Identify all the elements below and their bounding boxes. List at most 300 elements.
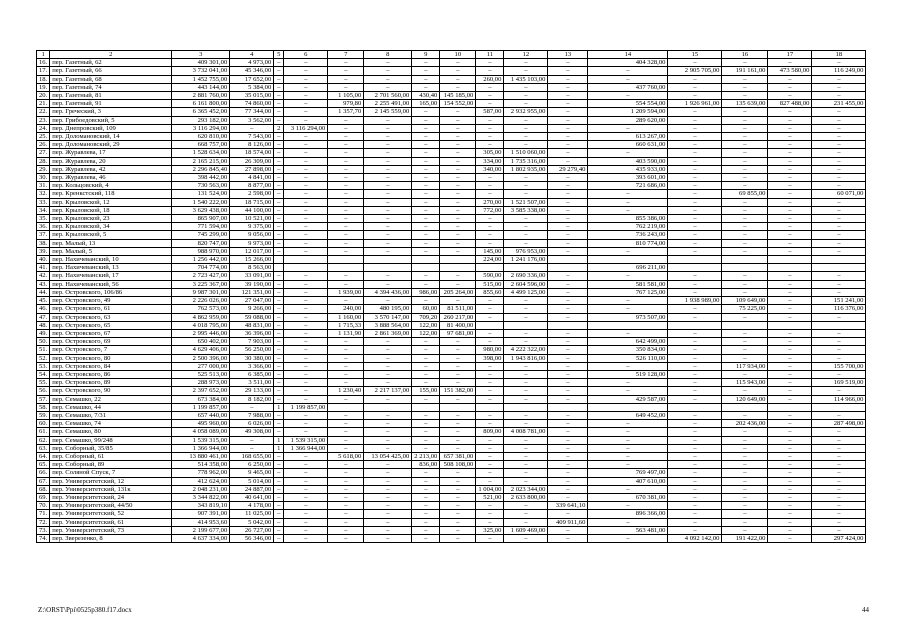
- table-cell: –: [812, 354, 866, 362]
- table-cell: 412 624,00: [172, 477, 230, 485]
- table-cell: –: [328, 510, 364, 518]
- table-row: [37, 223, 866, 231]
- table-cell: –: [284, 469, 328, 477]
- table-row: [37, 370, 866, 378]
- table-cell: –: [274, 518, 284, 526]
- table-cell: –: [328, 354, 364, 362]
- table-cell: –: [412, 108, 440, 116]
- table-cell: –: [476, 215, 504, 223]
- table-cell: 521,00: [476, 493, 504, 501]
- table-cell: –: [812, 157, 866, 165]
- table-cell: 563 481,00: [588, 526, 668, 534]
- table-cell: 769 497,00: [588, 469, 668, 477]
- table-cell: [548, 256, 588, 264]
- table-cell: –: [328, 133, 364, 141]
- table-cell: 495 960,00: [172, 420, 230, 428]
- table-cell: –: [668, 288, 722, 296]
- table-cell: –: [722, 75, 768, 83]
- table-cell: –: [722, 485, 768, 493]
- table-row: [37, 362, 866, 370]
- table-cell: –: [768, 116, 812, 124]
- table-cell: 8 182,00: [230, 395, 274, 403]
- table-cell: –: [722, 477, 768, 485]
- row-number-cell: 73.: [37, 526, 50, 534]
- table-cell: 97 681,00: [440, 329, 476, 337]
- row-number-cell: 32.: [37, 190, 50, 198]
- table-cell: –: [812, 174, 866, 182]
- table-cell: –: [284, 395, 328, 403]
- table-cell: –: [284, 354, 328, 362]
- table-cell: –: [476, 174, 504, 182]
- table-cell: [588, 403, 668, 411]
- table-cell: –: [328, 338, 364, 346]
- column-header: 4: [230, 51, 274, 59]
- table-cell: –: [328, 157, 364, 165]
- table-cell: 2 199 677,00: [172, 526, 230, 534]
- table-cell: –: [274, 485, 284, 493]
- table-cell: 650 402,00: [172, 338, 230, 346]
- table-cell: –: [274, 329, 284, 337]
- table-cell: –: [504, 452, 548, 460]
- document-file-path: Z:\ORST\Ppi\0525p380.f17.docx: [38, 606, 132, 614]
- table-cell: –: [504, 305, 548, 313]
- row-number-cell: 54.: [37, 370, 50, 378]
- table-cell: 736 243,00: [588, 231, 668, 239]
- table-cell: –: [476, 534, 504, 542]
- address-cell: пер. Крыловской, 5: [50, 231, 172, 239]
- address-cell: пер. Университетский, 12: [50, 477, 172, 485]
- table-cell: 393 601,00: [588, 174, 668, 182]
- table-cell: –: [722, 452, 768, 460]
- row-number-cell: 68.: [37, 485, 50, 493]
- table-cell: –: [440, 116, 476, 124]
- row-number-cell: 45.: [37, 297, 50, 305]
- table-cell: –: [722, 370, 768, 378]
- table-row: [37, 174, 866, 182]
- table-cell: 325,00: [476, 526, 504, 534]
- table-cell: –: [504, 411, 548, 419]
- table-cell: –: [668, 141, 722, 149]
- table-cell: –: [548, 297, 588, 305]
- table-cell: –: [504, 83, 548, 91]
- table-cell: –: [668, 395, 722, 403]
- table-cell: –: [284, 493, 328, 501]
- table-cell: 4 178,00: [230, 502, 274, 510]
- table-cell: 30 380,00: [230, 354, 274, 362]
- table-cell: –: [412, 190, 440, 198]
- table-cell: –: [812, 485, 866, 493]
- table-cell: –: [274, 116, 284, 124]
- table-cell: 809,00: [476, 428, 504, 436]
- table-cell: –: [668, 452, 722, 460]
- table-cell: –: [284, 116, 328, 124]
- table-cell: –: [328, 395, 364, 403]
- table-cell: 27 898,00: [230, 165, 274, 173]
- column-header: 8: [364, 51, 412, 59]
- table-cell: 205 264,00: [440, 288, 476, 296]
- row-number-cell: 39.: [37, 247, 50, 255]
- table-cell: 721 686,00: [588, 182, 668, 190]
- address-cell: пер. Соляной Спуск, 7: [50, 469, 172, 477]
- table-cell: 154 552,00: [440, 100, 476, 108]
- table-cell: –: [722, 165, 768, 173]
- table-cell: –: [504, 297, 548, 305]
- table-cell: –: [274, 174, 284, 182]
- table-cell: –: [364, 272, 412, 280]
- table-cell: 1: [274, 436, 284, 444]
- table-cell: –: [812, 59, 866, 67]
- table-cell: –: [440, 198, 476, 206]
- table-cell: –: [412, 469, 440, 477]
- table-row: [37, 420, 866, 428]
- table-cell: 1 131,90: [328, 329, 364, 337]
- table-cell: –: [722, 469, 768, 477]
- table-cell: –: [504, 190, 548, 198]
- table-cell: –: [364, 83, 412, 91]
- table-cell: –: [588, 502, 668, 510]
- table-cell: –: [548, 239, 588, 247]
- table-cell: 986,00: [412, 288, 440, 296]
- table-cell: –: [328, 215, 364, 223]
- table-cell: 514 358,00: [172, 461, 230, 469]
- table-cell: 907 391,00: [172, 510, 230, 518]
- table-cell: –: [412, 67, 440, 75]
- row-number-cell: 23.: [37, 116, 50, 124]
- table-cell: –: [504, 518, 548, 526]
- table-cell: –: [412, 493, 440, 501]
- table-cell: –: [284, 321, 328, 329]
- table-cell: –: [768, 534, 812, 542]
- table-cell: 13 880 461,00: [172, 452, 230, 460]
- table-cell: –: [768, 346, 812, 354]
- table-cell: –: [812, 370, 866, 378]
- table-cell: 343 819,10: [172, 502, 230, 510]
- row-number-cell: 33.: [37, 198, 50, 206]
- table-cell: –: [722, 157, 768, 165]
- table-cell: –: [328, 436, 364, 444]
- table-cell: –: [412, 124, 440, 132]
- table-cell: –: [504, 395, 548, 403]
- table-cell: 398,00: [476, 354, 504, 362]
- table-cell: 6 365 452,00: [172, 108, 230, 116]
- table-cell: –: [548, 108, 588, 116]
- table-cell: –: [274, 452, 284, 460]
- table-row: [37, 67, 866, 75]
- table-cell: 3 225 367,00: [172, 280, 230, 288]
- address-cell: пер. Семашко, 80: [50, 428, 172, 436]
- table-cell: –: [476, 329, 504, 337]
- table-cell: –: [768, 305, 812, 313]
- address-cell: пер. Университетский, 44/50: [50, 502, 172, 510]
- table-cell: 404 328,00: [588, 59, 668, 67]
- table-cell: 7 903,00: [230, 338, 274, 346]
- table-cell: [668, 321, 722, 329]
- table-cell: –: [284, 313, 328, 321]
- table-cell: 508 108,00: [440, 461, 476, 469]
- table-cell: –: [812, 182, 866, 190]
- table-cell: –: [668, 420, 722, 428]
- row-number-cell: 17.: [37, 67, 50, 75]
- table-cell: –: [440, 215, 476, 223]
- table-cell: –: [588, 198, 668, 206]
- column-header: 3: [172, 51, 230, 59]
- row-number-cell: 64.: [37, 452, 50, 460]
- table-cell: –: [668, 346, 722, 354]
- address-cell: пер. Журавлева, 46: [50, 174, 172, 182]
- table-cell: –: [274, 362, 284, 370]
- table-cell: 117 934,00: [722, 362, 768, 370]
- table-cell: –: [274, 231, 284, 239]
- table-cell: –: [440, 247, 476, 255]
- table-cell: –: [722, 182, 768, 190]
- table-cell: –: [668, 444, 722, 452]
- table-cell: 27 047,00: [230, 297, 274, 305]
- table-cell: –: [722, 92, 768, 100]
- address-cell: пер. Крыловской, 18: [50, 206, 172, 214]
- table-cell: –: [722, 280, 768, 288]
- table-cell: –: [768, 452, 812, 460]
- table-cell: 224,00: [476, 256, 504, 264]
- table-cell: [768, 403, 812, 411]
- address-cell: пер. Островского, 61: [50, 305, 172, 313]
- table-cell: –: [476, 469, 504, 477]
- table-cell: –: [768, 387, 812, 395]
- row-number-cell: 29.: [37, 165, 50, 173]
- table-cell: 56 346,00: [230, 534, 274, 542]
- table-cell: 260,00: [476, 75, 504, 83]
- table-cell: –: [440, 133, 476, 141]
- table-cell: –: [768, 493, 812, 501]
- table-cell: –: [668, 108, 722, 116]
- table-cell: [440, 403, 476, 411]
- table-cell: –: [440, 493, 476, 501]
- table-cell: –: [812, 436, 866, 444]
- table-cell: –: [768, 428, 812, 436]
- address-cell: пер. Кренкстский, 118: [50, 190, 172, 198]
- row-number-cell: 44.: [37, 288, 50, 296]
- table-cell: –: [548, 247, 588, 255]
- table-cell: –: [328, 428, 364, 436]
- table-cell: –: [548, 469, 588, 477]
- table-cell: –: [274, 321, 284, 329]
- table-cell: –: [768, 395, 812, 403]
- table-cell: –: [668, 182, 722, 190]
- table-cell: –: [364, 67, 412, 75]
- table-cell: –: [274, 411, 284, 419]
- table-row: [37, 346, 866, 354]
- table-cell: –: [274, 206, 284, 214]
- table-cell: –: [412, 223, 440, 231]
- table-cell: –: [504, 231, 548, 239]
- table-cell: –: [812, 518, 866, 526]
- row-number-cell: 65.: [37, 461, 50, 469]
- table-cell: –: [668, 469, 722, 477]
- table-cell: 1 715,33: [328, 321, 364, 329]
- table-cell: –: [588, 387, 668, 395]
- column-header: 10: [440, 51, 476, 59]
- table-cell: –: [284, 534, 328, 542]
- table-cell: –: [588, 305, 668, 313]
- table-cell: –: [768, 239, 812, 247]
- table-cell: –: [722, 133, 768, 141]
- table-cell: –: [274, 379, 284, 387]
- table-row: [37, 297, 866, 305]
- table-cell: –: [668, 510, 722, 518]
- table-cell: –: [284, 108, 328, 116]
- table-cell: –: [812, 223, 866, 231]
- table-row: [37, 485, 866, 493]
- table-cell: –: [328, 124, 364, 132]
- table-cell: –: [440, 362, 476, 370]
- address-cell: пер. Университетский, 52: [50, 510, 172, 518]
- table-cell: 6 161 800,00: [172, 100, 230, 108]
- table-cell: 855 386,00: [588, 215, 668, 223]
- table-cell: –: [284, 346, 328, 354]
- table-cell: –: [668, 387, 722, 395]
- address-cell: пер. Соборный, 89: [50, 461, 172, 469]
- table-row: [37, 387, 866, 395]
- table-cell: [722, 256, 768, 264]
- table-cell: 4 973,00: [230, 59, 274, 67]
- table-cell: –: [328, 182, 364, 190]
- table-cell: –: [548, 59, 588, 67]
- table-cell: 26 309,00: [230, 157, 274, 165]
- table-cell: –: [548, 272, 588, 280]
- table-cell: 1 802 935,00: [504, 165, 548, 173]
- table-cell: –: [364, 379, 412, 387]
- table-cell: 4 092 142,00: [668, 534, 722, 542]
- table-cell: 4 394 436,00: [364, 288, 412, 296]
- column-header: 6: [284, 51, 328, 59]
- table-row: [37, 477, 866, 485]
- table-cell: –: [412, 239, 440, 247]
- column-header: 17: [768, 51, 812, 59]
- table-cell: –: [440, 428, 476, 436]
- table-cell: –: [548, 223, 588, 231]
- table-row: [37, 305, 866, 313]
- table-cell: –: [812, 231, 866, 239]
- table-cell: 12 017,00: [230, 247, 274, 255]
- table-cell: –: [412, 174, 440, 182]
- table-cell: –: [504, 370, 548, 378]
- table-cell: –: [768, 83, 812, 91]
- row-number-cell: 24.: [37, 124, 50, 132]
- table-row: [37, 247, 866, 255]
- table-cell: –: [274, 92, 284, 100]
- table-cell: –: [722, 444, 768, 452]
- table-cell: –: [668, 379, 722, 387]
- table-cell: –: [364, 174, 412, 182]
- table-cell: 297 424,00: [812, 534, 866, 542]
- address-cell: пер. Островского, 80: [50, 354, 172, 362]
- table-cell: –: [412, 354, 440, 362]
- table-cell: [548, 264, 588, 272]
- table-cell: 4 841,00: [230, 174, 274, 182]
- table-cell: –: [284, 157, 328, 165]
- table-cell: 340,00: [476, 165, 504, 173]
- row-number-cell: 56.: [37, 387, 50, 395]
- table-cell: –: [768, 182, 812, 190]
- table-cell: –: [812, 133, 866, 141]
- table-cell: –: [768, 198, 812, 206]
- table-cell: 2 500 396,00: [172, 354, 230, 362]
- table-cell: –: [412, 428, 440, 436]
- table-cell: –: [668, 215, 722, 223]
- table-cell: –: [328, 280, 364, 288]
- table-cell: 3 629 438,00: [172, 206, 230, 214]
- table-cell: –: [274, 420, 284, 428]
- table-cell: –: [476, 510, 504, 518]
- table-cell: 288 973,00: [172, 379, 230, 387]
- table-cell: [412, 264, 440, 272]
- table-cell: –: [274, 247, 284, 255]
- table-cell: –: [588, 428, 668, 436]
- table-cell: –: [768, 59, 812, 67]
- table-cell: –: [476, 100, 504, 108]
- table-cell: –: [284, 370, 328, 378]
- table-cell: –: [364, 444, 412, 452]
- table-cell: –: [768, 215, 812, 223]
- table-cell: –: [274, 428, 284, 436]
- table-cell: 6 385,00: [230, 370, 274, 378]
- table-cell: 169 519,00: [812, 379, 866, 387]
- table-cell: 435 933,00: [588, 165, 668, 173]
- table-cell: –: [274, 370, 284, 378]
- table-cell: –: [412, 133, 440, 141]
- table-cell: –: [412, 395, 440, 403]
- table-cell: –: [284, 247, 328, 255]
- table-cell: –: [548, 428, 588, 436]
- table-cell: 74 860,00: [230, 100, 274, 108]
- table-cell: 277 000,00: [172, 362, 230, 370]
- table-cell: 976 953,00: [504, 247, 548, 255]
- row-number-cell: 37.: [37, 231, 50, 239]
- table-cell: 515,00: [476, 280, 504, 288]
- column-header: 18: [812, 51, 866, 59]
- table-cell: –: [364, 526, 412, 534]
- table-cell: –: [274, 526, 284, 534]
- table-cell: [812, 256, 866, 264]
- table-cell: 642 499,00: [588, 338, 668, 346]
- table-cell: –: [412, 370, 440, 378]
- table-cell: 36 396,00: [230, 329, 274, 337]
- table-cell: 409 911,60: [548, 518, 588, 526]
- address-cell: пер. Университетский, 61: [50, 518, 172, 526]
- table-cell: –: [328, 116, 364, 124]
- table-cell: –: [768, 75, 812, 83]
- table-cell: –: [722, 387, 768, 395]
- table-cell: –: [768, 362, 812, 370]
- table-cell: –: [440, 223, 476, 231]
- table-cell: [768, 256, 812, 264]
- table-cell: –: [284, 141, 328, 149]
- table-cell: –: [768, 108, 812, 116]
- table-cell: –: [230, 124, 274, 132]
- table-row: [37, 428, 866, 436]
- table-cell: 590,00: [476, 272, 504, 280]
- table-cell: 1 366 944,00: [284, 444, 328, 452]
- table-cell: –: [412, 59, 440, 67]
- table-cell: –: [548, 75, 588, 83]
- table-cell: 657 381,00: [440, 452, 476, 460]
- table-cell: [412, 256, 440, 264]
- table-cell: –: [274, 346, 284, 354]
- table-cell: –: [476, 379, 504, 387]
- table-cell: –: [548, 379, 588, 387]
- table-cell: –: [364, 420, 412, 428]
- table-cell: –: [364, 485, 412, 493]
- table-cell: 1 209 594,00: [588, 108, 668, 116]
